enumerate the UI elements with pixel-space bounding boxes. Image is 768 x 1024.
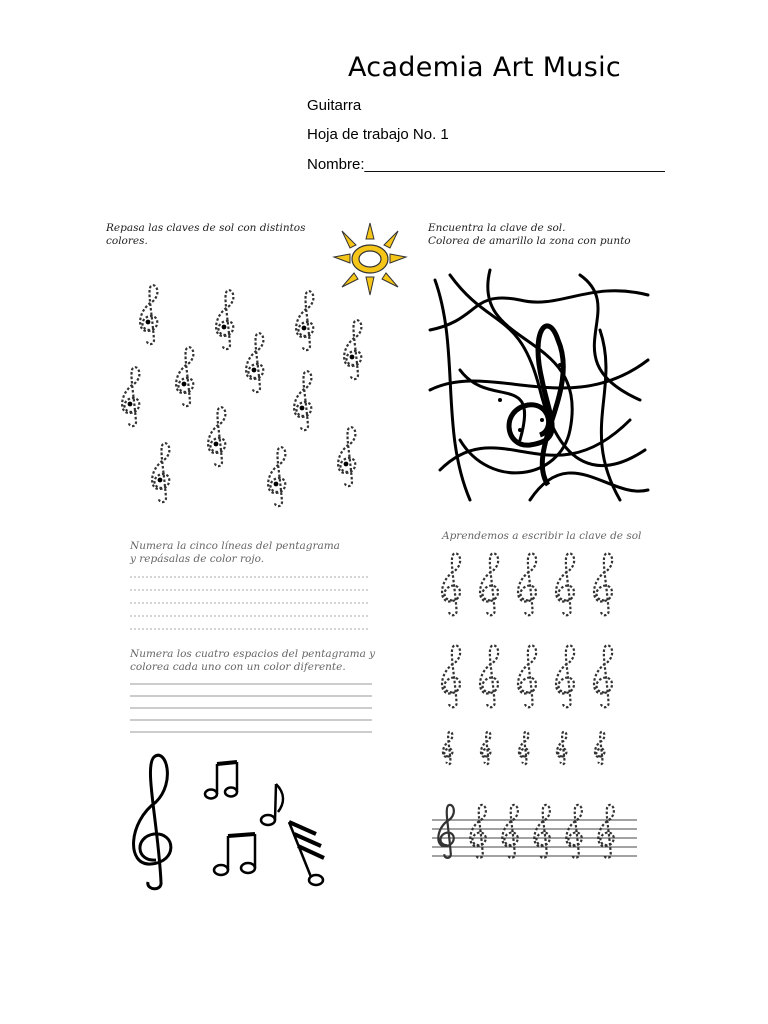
treble-clef-icon bbox=[122, 367, 139, 426]
staff-lines-panel bbox=[130, 540, 380, 740]
treble-clef-icon bbox=[480, 645, 498, 707]
treble-clef-icon bbox=[557, 732, 567, 764]
treble-clef-icon bbox=[268, 447, 285, 506]
dotted-write-clefs-group bbox=[432, 550, 652, 900]
eighth-note-single-icon bbox=[261, 784, 283, 825]
treble-clef-icon bbox=[134, 755, 171, 889]
treble-clef-icon bbox=[294, 371, 311, 430]
treble-clef-icon bbox=[556, 553, 574, 615]
treble-clef-icon bbox=[598, 805, 614, 858]
scribble-clef-drawing bbox=[430, 270, 650, 510]
write-clef-panel bbox=[442, 530, 662, 900]
trace-instruction-line1: Repasa las claves de sol con distintos bbox=[106, 222, 306, 234]
staff-four-spaces bbox=[130, 682, 375, 742]
treble-clef-icon bbox=[595, 732, 605, 764]
worksheet-number: Hoja de trabajo No. 1 bbox=[307, 126, 449, 143]
treble-clef-icon bbox=[344, 320, 361, 379]
subject-label: Guitarra bbox=[307, 97, 362, 114]
treble-clef-icon bbox=[556, 645, 574, 707]
treble-clef-icon bbox=[594, 553, 612, 615]
treble-clef-icon bbox=[246, 333, 263, 392]
treble-clef-icon bbox=[518, 645, 536, 707]
treble-clef-icon bbox=[442, 645, 460, 707]
trace-clefs-panel bbox=[106, 222, 326, 512]
treble-clef-icon bbox=[296, 291, 313, 350]
staff-instruction2-line1: Numera los cuatro espacios del pentagrama y bbox=[130, 648, 376, 660]
treble-clef-icon bbox=[442, 553, 460, 615]
treble-clef-icon bbox=[338, 427, 355, 486]
treble-clef-icon bbox=[438, 805, 454, 858]
treble-clef-icon bbox=[443, 732, 453, 764]
find-clef-panel bbox=[428, 222, 658, 512]
treble-clef-icon bbox=[140, 285, 157, 344]
staff-five-lines bbox=[130, 572, 375, 632]
treble-clef-icon bbox=[519, 732, 529, 764]
staff-instruction2-line2: colorea cada uno con un color diferente. bbox=[130, 661, 346, 673]
sun-icon bbox=[330, 217, 410, 297]
write-instruction: Aprendemos a escribir la clave de sol bbox=[442, 530, 642, 542]
treble-clef-icon bbox=[176, 347, 193, 406]
treble-clef-icon bbox=[216, 290, 233, 349]
treble-clef-icon bbox=[502, 805, 518, 858]
staff-instruction1-line1: Numera la cinco líneas del pentagrama bbox=[130, 540, 340, 552]
eighth-note-icon bbox=[205, 762, 237, 799]
treble-clef-icon bbox=[594, 645, 612, 707]
find-instruction-line1: Encuentra la clave de sol. bbox=[428, 222, 566, 234]
sixteenth-note-icon bbox=[289, 822, 324, 885]
find-instruction-line2: Colorea de amarillo la zona con punto bbox=[428, 235, 631, 247]
treble-clef-icon bbox=[566, 805, 582, 858]
treble-clef-icon bbox=[480, 553, 498, 615]
trace-instruction-line2: colores. bbox=[106, 235, 148, 247]
treble-clef-icon bbox=[208, 407, 225, 466]
dotted-clefs-group bbox=[106, 272, 366, 502]
beamed-notes-icon bbox=[214, 834, 255, 875]
treble-clef-icon bbox=[152, 443, 169, 502]
name-field[interactable]: Nombre:____________________________________ bbox=[307, 156, 665, 173]
music-symbols-drawing bbox=[126, 742, 356, 892]
treble-clef-icon bbox=[470, 805, 486, 858]
treble-clef-icon bbox=[518, 553, 536, 615]
page-title: Academia Art Music bbox=[348, 52, 622, 83]
staff-instruction1-line2: y repásalas de color rojo. bbox=[130, 553, 265, 565]
treble-clef-icon bbox=[534, 805, 550, 858]
treble-clef-icon bbox=[481, 732, 491, 764]
worksheet-illustration bbox=[98, 212, 658, 902]
